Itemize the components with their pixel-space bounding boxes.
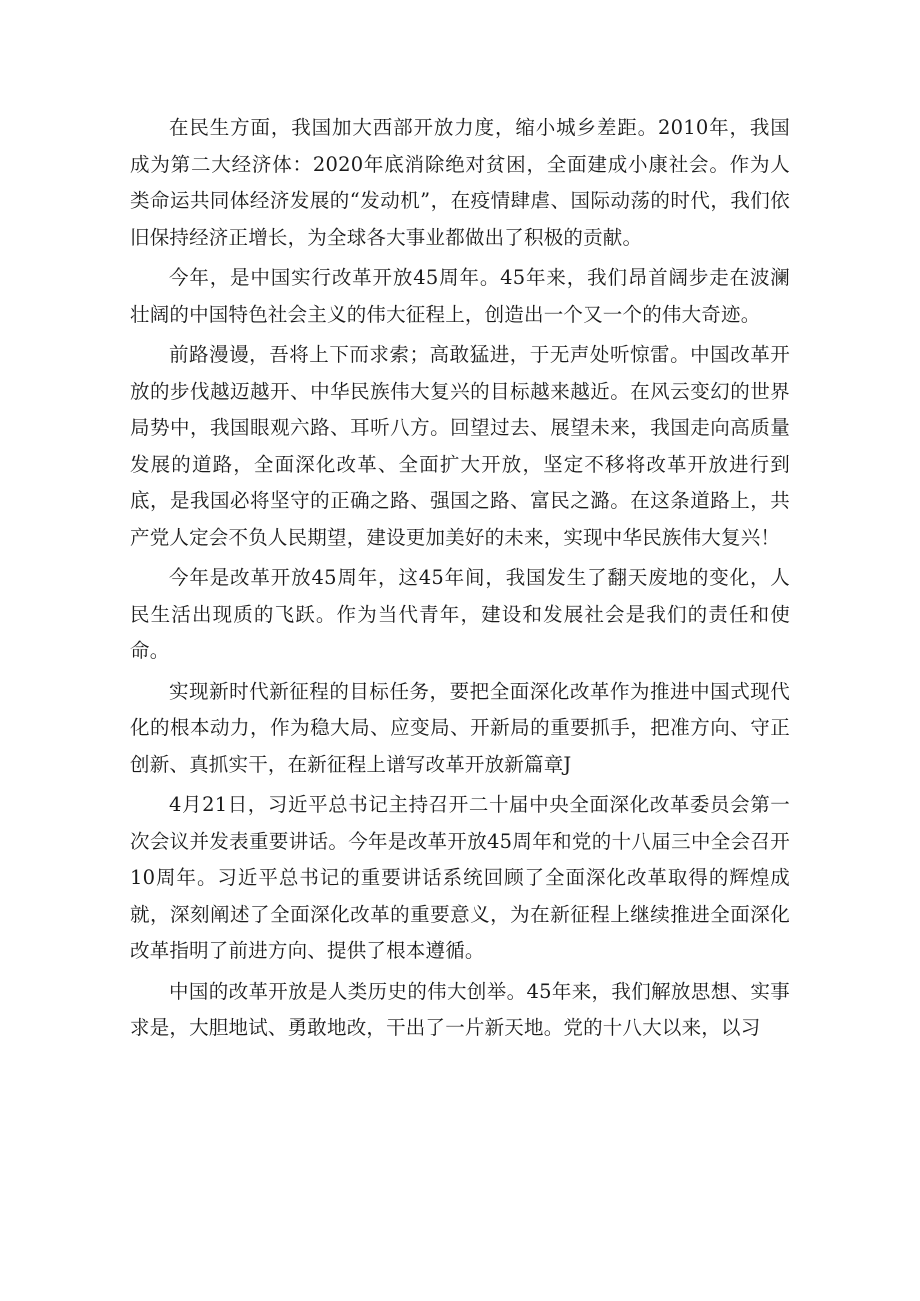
document-page: [130, 110, 790, 1051]
paragraph-new-journey: 实现新时代新征程的目标任务，要把全面深化改革作为推进中国式现代化的根本动力，作为稳大局、应变局、开新局的重要抓手，把准方向、守正创新、真抓实干，在新征程上谱写改革开放新篇章J: [130, 679, 790, 776]
paragraph-great-pioneering: 中国的改革开放是人类历史的伟大创举。45年来，我们解放思想、实事求是，大胆地试、勇敢地改，干出了一片新天地。党的十八大以来，以习: [130, 979, 790, 1039]
paragraph-youth-responsibility: 今年是改革开放45周年，这45年间，我国发生了翻天废地的变化，人民生活出现质的飞跃。作为当代青年，建设和发展社会是我们的责任和使命。: [130, 566, 790, 662]
paragraph-april-meeting: 4月21日，习近平总书记主持召开二十届中央全面深化改革委员会第一次会议并发表重要讲话。今年是改革开放45周年和党的十八届三中全会召开10周年。习近平总书记的重要讲话系统回顾了全面深化改革取得的辉煌成就，深刻阐述了全面深化改革的重要意义，为在新征程上继续推进全面深化改革指明了前进方向、提供了根本遵循。: [130, 793, 790, 962]
paragraph-road-ahead: 前路漫谩，吾将上下而求索；高敢猛进，于无声处听惊雷。中国改革开放的步伐越迈越开、中华民族伟大复兴的目标越来越近。在风云变幻的世界局势中，我国眼观六路、耳听八方。回望过去、展望未来，我国走向高质量发展的道路，全面深化改革、全面扩大开放，坚定不移将改革开放进行到底，是我国必将坚守的正确之路、强国之路、富民之潞。在这条道路上，共产党人定会不负人民期望，建设更加美好的未来，实现中华民族伟大复兴！: [130, 343, 790, 549]
paragraph-livelihood: 在民生方面，我国加大西部开放力度，缩小城乡差距。2010年，我国成为第二大经济体：2020年底消除绝对贫困，全面建成小康社会。作为人类命运共同体经济发展的“发动机”，在疫情肆虐、国际动荡的时代，我们依旧保持经济正增长，为全球各大事业都做出了积极的贡献。: [130, 116, 790, 249]
paragraph-45-anniversary: 今年，是中国实行改革开放45周年。45年来，我们昂首阔步走在波澜壮阔的中国特色社会主义的伟大征程上，创造出一个又一个的伟大奇迹。: [130, 266, 790, 326]
